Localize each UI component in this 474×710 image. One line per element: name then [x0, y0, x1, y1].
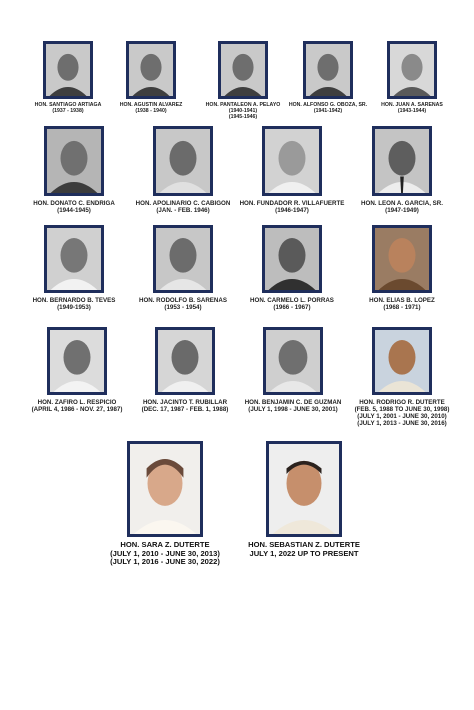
portrait-photo — [153, 126, 213, 196]
mayor-caption — [120, 103, 183, 115]
mayor-term: (JULY 1, 2016 - JUNE 30, 2022) — [110, 557, 220, 567]
portrait-photo — [153, 225, 213, 293]
mayor-name: HON. SEBASTIAN Z. DUTERTE — [248, 540, 360, 549]
mayor-caption — [33, 200, 115, 214]
mayor-entry — [349, 327, 455, 428]
mayor-entry — [236, 441, 372, 558]
mayor-term: (1940-1941) — [228, 107, 258, 114]
mayor-name: HON. FUNDADOR R. VILLAFUERTE — [239, 200, 345, 207]
mayor-entry — [135, 327, 235, 413]
mayor-caption — [136, 200, 231, 214]
mayor-term: (FEB. 5, 1988 TO JUNE 30, 1998) — [354, 406, 450, 414]
portrait-photo — [127, 441, 203, 537]
portrait-photo — [43, 41, 93, 99]
mayor-caption — [361, 200, 443, 214]
mayor-caption — [248, 541, 360, 558]
mayor-name: HON. LEON A. GARCIA, SR. — [361, 200, 443, 207]
mayor-term: (JULY 1, 1998 - JUNE 30, 2001) — [248, 406, 338, 414]
mayor-caption — [289, 103, 367, 115]
portrait-photo — [266, 441, 342, 537]
mayor-name: HON. DONATO C. ENDRIGA — [33, 200, 115, 207]
mayor-caption — [142, 399, 229, 413]
mayor-name: HON. RODRIGO R. DUTERTE — [359, 399, 445, 406]
portrait-photo — [387, 41, 437, 99]
mayor-term: (1938 - 1940) — [135, 107, 167, 114]
portrait-photo — [155, 327, 215, 395]
portrait-photo — [44, 126, 104, 196]
mayor-caption — [381, 103, 443, 115]
mayor-term: (JAN. - FEB. 1946) — [156, 207, 210, 215]
mayor-term: (APRIL 4, 1986 - NOV. 27, 1987) — [31, 406, 123, 414]
mayor-term: (JULY 1, 2013 - JUNE 30, 2016) — [357, 420, 447, 428]
mayor-name: HON. SANTIAGO ARTIAGA — [34, 102, 102, 108]
portrait-photo — [262, 225, 322, 293]
mayor-name: HON. AGUSTIN ALVAREZ — [119, 102, 183, 108]
mayor-term: (1946-1947) — [275, 207, 309, 215]
mayor-name: HON. BENJAMIN C. DE GUZMAN — [244, 399, 342, 406]
portrait-photo — [372, 225, 432, 293]
mayor-name: HON. JACINTO T. RUBILLAR — [142, 399, 228, 406]
portrait-photo — [44, 225, 104, 293]
mayor-term: (1941-1942) — [313, 107, 343, 114]
mayor-term: (1945-1946) — [228, 113, 258, 120]
mayor-caption — [139, 297, 227, 311]
mayor-name: HON. BERNARDO B. TEVES — [32, 297, 116, 304]
mayor-entry — [356, 225, 448, 311]
portrait-photo — [263, 327, 323, 395]
mayor-term: (JULY 1, 2010 - JUNE 30, 2013) — [110, 548, 220, 558]
mayor-caption — [32, 399, 123, 413]
mayor-entry — [137, 225, 229, 311]
mayor-term: (1947-1949) — [385, 207, 419, 215]
mayor-name: HON. SARA Z. DUTERTE — [120, 540, 210, 549]
mayor-caption — [355, 399, 450, 428]
portrait-photo — [262, 126, 322, 196]
mayor-term: (1966 - 1967) — [273, 304, 311, 312]
mayor-entry — [198, 41, 288, 121]
mayor-name: HON. ALFONSO G. OBOZA, SR. — [288, 102, 368, 108]
mayor-caption — [240, 200, 345, 214]
mayor-entry — [100, 441, 230, 567]
mayor-entry — [243, 327, 343, 413]
mayor-name: HON. CARMELO L. PORRAS — [250, 297, 334, 304]
portrait-photo — [303, 41, 353, 99]
mayor-caption — [250, 297, 334, 311]
mayor-name: HON. ZAFIRO L. RESPICIO — [37, 399, 117, 406]
mayor-entry — [28, 41, 108, 115]
mayor-term: (1943-1944) — [397, 107, 427, 114]
mayor-caption — [35, 103, 102, 115]
mayor-term: (1944-1945) — [57, 207, 91, 215]
mayor-entry — [244, 225, 340, 311]
mayor-name: HON. ELIAS B. LOPEZ — [369, 297, 435, 304]
mayor-entry — [25, 327, 129, 413]
portrait-photo — [218, 41, 268, 99]
mayor-name: HON. JUAN A. SARENAS — [381, 102, 443, 108]
mayor-entry — [28, 126, 120, 214]
mayor-term: (1953 - 1954) — [164, 304, 202, 312]
mayor-entry — [356, 126, 448, 214]
mayor-term: (1949-1953) — [57, 304, 91, 312]
mayor-name: HON. RODOLFO B. SARENAS — [138, 297, 227, 304]
mayor-entry — [111, 41, 191, 115]
mayor-term: (DEC. 17, 1987 - FEB. 1, 1988) — [141, 406, 229, 414]
portrait-photo — [47, 327, 107, 395]
mayor-caption — [245, 399, 342, 413]
mayor-entry — [372, 41, 452, 115]
mayor-caption — [33, 297, 116, 311]
mayor-caption — [206, 103, 281, 121]
mayor-entry — [239, 126, 345, 215]
mayor-caption — [369, 297, 435, 311]
mayor-term: JULY 1, 2022 UP TO PRESENT — [249, 548, 359, 558]
mayor-entry — [28, 225, 120, 311]
mayor-term: (1968 - 1971) — [383, 304, 421, 312]
mayor-term: (JULY 1, 2001 - JUNE 30, 2010) — [357, 413, 447, 421]
mayor-caption — [110, 541, 220, 567]
portrait-photo — [372, 126, 432, 196]
mayor-entry — [288, 41, 368, 115]
mayor-name: HON. APOLINARIO C. CABIGON — [135, 200, 231, 207]
portrait-photo — [126, 41, 176, 99]
mayor-name: HON. PANTALEON A. PELAYO — [205, 102, 281, 108]
mayor-entry — [137, 126, 229, 214]
mayor-term: (1937 - 1938) — [52, 107, 84, 114]
portrait-photo — [372, 327, 432, 395]
